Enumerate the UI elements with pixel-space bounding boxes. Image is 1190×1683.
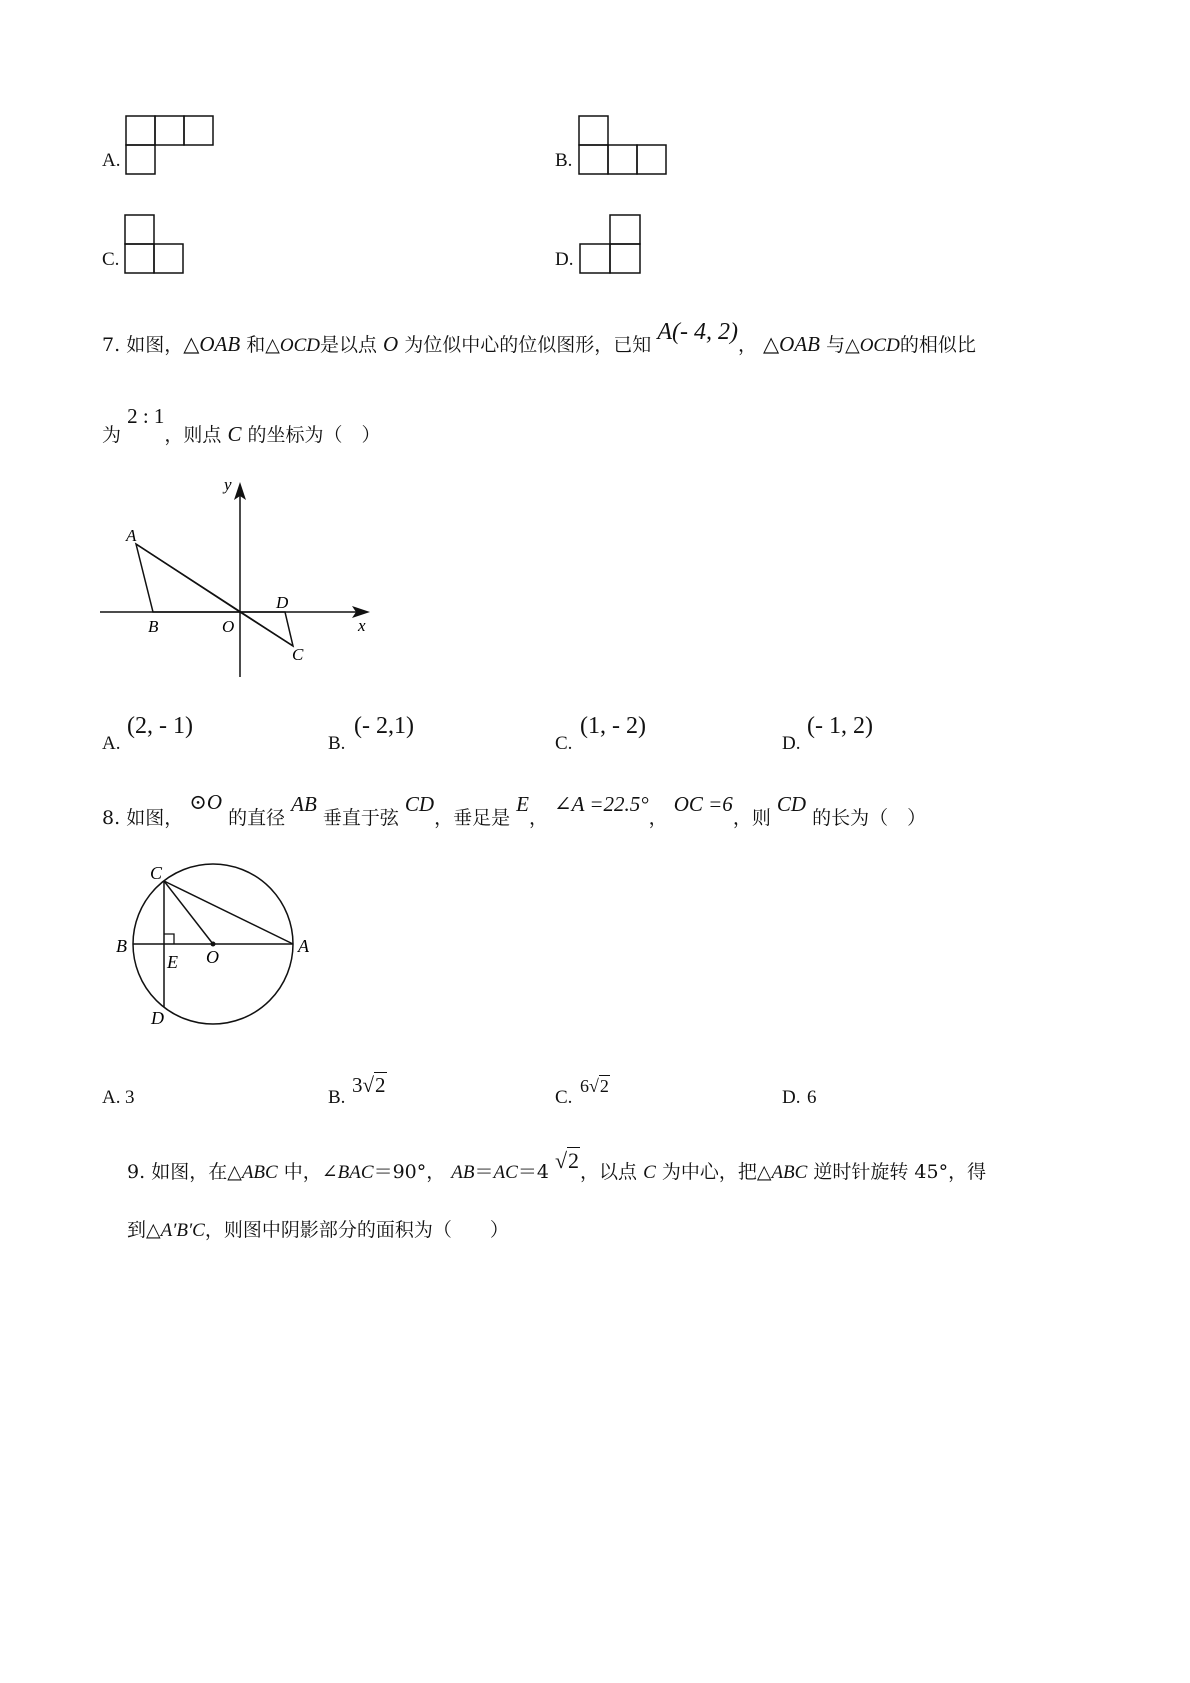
q9-stem-line2 — [127, 1215, 509, 1242]
q7-text: ， — [737, 334, 757, 356]
q7-label-y: y — [224, 475, 232, 494]
q6-option-b-figure — [575, 113, 671, 179]
sqrt-icon: √ — [362, 1073, 375, 1097]
q9-ac: AC — [493, 1162, 518, 1183]
q7-option-c-label: C. — [555, 733, 573, 754]
q8-label-d: D — [151, 1008, 164, 1028]
q8-center-dot — [211, 942, 216, 947]
q8-label-b: B — [116, 936, 127, 956]
q8-option-c-value — [580, 1076, 610, 1097]
q7-label-d: D — [276, 593, 289, 612]
q9-bac: BAC — [337, 1162, 374, 1183]
q7-option-d-value: (- 1, 2) — [807, 713, 873, 739]
q7-option-a-value: (2, - 1) — [127, 713, 193, 739]
q6-option-a-figure — [122, 113, 218, 179]
q7-figure — [96, 470, 386, 685]
q8-number: 8. — [102, 807, 121, 829]
q6-option-b-label: B. — [555, 150, 573, 171]
q8-option-a-value: 3 — [125, 1087, 135, 1108]
q7-triangle-ocd: △OCD — [265, 335, 320, 356]
q7-stem-line1 — [102, 319, 976, 358]
q9-abc-rotated: A′B′C — [160, 1220, 205, 1241]
q8-text: ，则 — [732, 807, 771, 829]
q8-option-b-label: B. — [328, 1087, 346, 1108]
q9-abc: ABC — [241, 1162, 278, 1183]
q8-label-e: E — [167, 952, 178, 972]
q8-option-b-radicand: 2 — [375, 1073, 386, 1097]
q8-label-o: O — [206, 947, 219, 967]
q7-option-d-label: D. — [782, 733, 801, 754]
q6-option-d-label: D. — [555, 249, 574, 270]
q7-line-ac — [136, 544, 293, 646]
q8-stem — [102, 790, 927, 830]
q8-text: 的直径 — [228, 807, 286, 829]
q8-option-c-label: C. — [555, 1087, 573, 1108]
q9-text: 为中心，把△ — [661, 1161, 772, 1183]
q7-text: 为位似中心的位似图形，已知 — [404, 334, 652, 356]
q8-text: 如图， — [126, 807, 184, 829]
q7-point-c: C — [227, 422, 242, 446]
q8-figure — [110, 860, 330, 1060]
q7-text: 和 — [246, 334, 266, 356]
q9-ab: AB — [451, 1162, 475, 1183]
sqrt-icon: √ — [554, 1148, 568, 1173]
q7-triangle-oab: △OAB — [183, 332, 241, 356]
q9-text: 逆时针旋转 45°，得 — [813, 1161, 987, 1183]
q8-right-angle-mark — [164, 934, 174, 944]
q7-triangle-oab-2: △OAB — [763, 332, 821, 356]
q9-text: ，以点 — [580, 1161, 638, 1183]
q7-label-a: A — [126, 526, 137, 545]
q7-stem-line2 — [102, 404, 381, 447]
q9-abc-2: ABC — [771, 1162, 808, 1183]
q9-text: ＝90°， — [373, 1161, 446, 1183]
q8-option-a-label: A. — [102, 1087, 121, 1108]
q7-triangle-ocd-2: △OCD — [845, 335, 900, 356]
q7-text: 是以点 — [319, 334, 377, 356]
q7-text: ，则点 — [164, 424, 222, 446]
q9-text: 如图，在△ — [151, 1161, 242, 1183]
q8-option-b-coef: 3 — [352, 1073, 363, 1097]
q7-text: 的相似比 — [899, 334, 976, 356]
q6-option-d-figure — [576, 212, 644, 278]
q9-sqrt — [555, 1148, 580, 1173]
q7-point-a-coord: A(- 4, 2) — [657, 319, 738, 345]
q9-text: ，则图中阴影部分的面积为（ ） — [204, 1219, 509, 1241]
q7-text: 与 — [826, 334, 846, 356]
sqrt-icon: √ — [589, 1076, 599, 1096]
q8-text: ，垂足是 — [434, 807, 511, 829]
q7-option-a-label: A. — [102, 733, 121, 754]
q8-e: E — [516, 792, 529, 816]
q7-text: 的坐标为（ ） — [247, 424, 381, 446]
q8-cd-2: CD — [776, 792, 807, 816]
q7-text: 如图， — [126, 334, 184, 356]
q9-point-c: C — [643, 1162, 656, 1183]
q8-option-c-coef: 6 — [580, 1076, 589, 1096]
q7-option-c-value: (1, - 2) — [580, 713, 646, 739]
q8-option-b-value — [352, 1073, 387, 1098]
q6-option-a-label: A. — [102, 150, 121, 171]
q7-point-o: O — [383, 332, 399, 356]
q8-text: ， — [528, 807, 548, 829]
q6-option-c-figure — [122, 212, 188, 278]
q8-line-ca — [164, 881, 293, 944]
q9-radicand: 2 — [568, 1148, 580, 1173]
q8-angle: ∠A =22.5° — [554, 792, 649, 816]
q9-stem-line1 — [127, 1148, 987, 1184]
q9-text: 到△ — [127, 1219, 161, 1241]
q8-label-c: C — [150, 863, 163, 883]
q7-label-b: B — [148, 617, 159, 636]
q7-label-o: O — [222, 617, 235, 636]
q9-text: ＝ — [474, 1161, 494, 1183]
q8-option-d-value: 6 — [807, 1087, 817, 1108]
q6-option-c-label: C. — [102, 249, 120, 270]
q7-option-b-value: (- 2,1) — [354, 713, 414, 739]
q8-text: 的长为（ ） — [812, 807, 927, 829]
q8-option-c-radicand: 2 — [599, 1076, 609, 1096]
q7-ratio: 2 : 1 — [127, 404, 165, 428]
q8-cd: CD — [404, 792, 435, 816]
q7-label-x: x — [358, 616, 366, 635]
q8-option-d-label: D. — [782, 1087, 801, 1108]
q9-text: ＝4 — [517, 1161, 549, 1183]
q7-text: 为 — [102, 424, 122, 446]
q7-option-b-label: B. — [328, 733, 346, 754]
q8-label-a: A — [298, 936, 309, 956]
q9-number: 9. — [127, 1161, 146, 1183]
q7-number: 7. — [102, 334, 121, 356]
q8-oc: OC =6 — [673, 792, 733, 816]
q8-ab: AB — [291, 792, 317, 816]
q8-text: ， — [648, 807, 668, 829]
q7-label-c: C — [292, 645, 304, 664]
q9-text: 中，∠ — [283, 1161, 338, 1183]
q8-circle-o: ⊙O — [189, 790, 223, 814]
q8-text: 垂直于弦 — [322, 807, 399, 829]
